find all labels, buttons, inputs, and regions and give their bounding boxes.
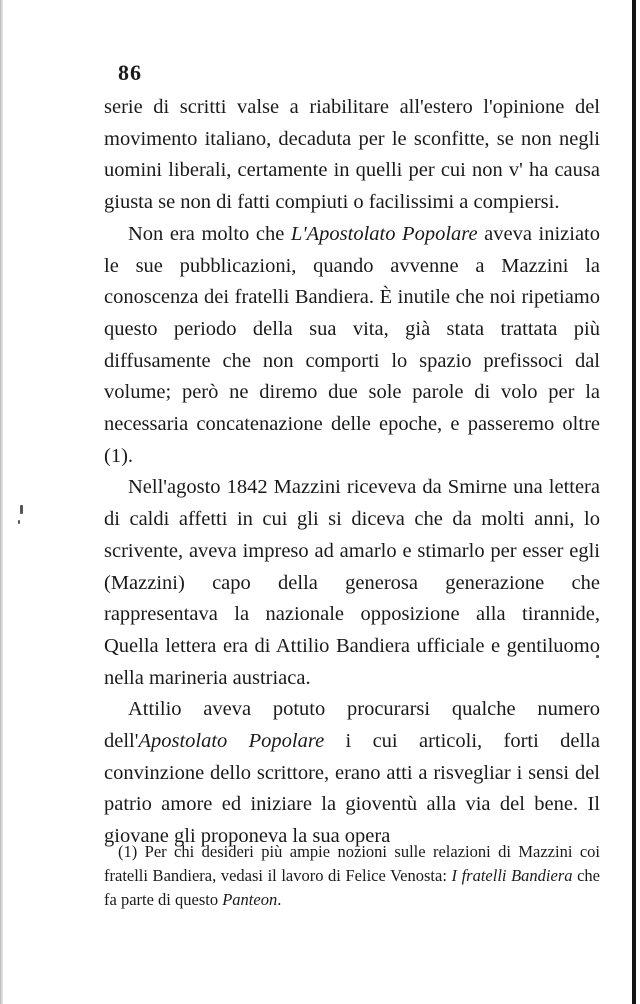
body-text bbox=[104, 92, 600, 853]
paragraph-3-text: Nell'agosto 1842 Mazzini riceveva da Smirne una lettera di caldi affetti in cui gli si diceva che da molti anni, lo scrivente, aveva impreso ad amarlo e stimarlo per esser egli (Mazzini) capo della generosa generazione che rappresentava la nazionale opposizione alla tirannide, Quella lettera era di Attilio Bandiera ufficiale e gentiluomo nella marineria austriaca. bbox=[104, 476, 600, 689]
paragraph-1-text: serie di scritti valse a riabilitare all'estero l'opinione del movimento italiano, decaduta per le sconfitte, se non negli uomini liberali, certamente in quelli per cui non v' ha causa giusta se non di fatti compiuti o facilissimi a compiersi. bbox=[104, 96, 600, 214]
paragraph-4-text-a: Attilio aveva potuto procurarsi qualche numero dell' bbox=[104, 698, 600, 753]
paragraph-1 bbox=[104, 92, 600, 219]
book-page bbox=[104, 60, 600, 909]
page-number: 86 bbox=[118, 60, 142, 85]
footnote-title-panteon: Panteon bbox=[222, 890, 278, 909]
title-apostolato-popolare: L'Apostolato Popolare bbox=[290, 222, 478, 245]
scan-speck bbox=[20, 505, 23, 514]
footnote bbox=[104, 840, 600, 912]
page-right-edge-border bbox=[632, 0, 636, 1004]
footnote-title-fratelli-bandiera: I fratelli Bandiera bbox=[451, 866, 573, 885]
paragraph-3 bbox=[104, 472, 600, 694]
paragraph-2-text-b: aveva iniziato le sue pubblicazioni, quando avvenne a Mazzini la conoscenza dei fratelli Bandiera. È inutile che noi ripetiamo questo periodo della sua vita, già stata trattata più diffusamente che non comporti lo spazio prefissoci dal volume; però ne diremo due sole parole di volo per la necessaria concatenazione delle epoche, e passeremo oltre (1). bbox=[104, 222, 600, 467]
footnote-text-c: . bbox=[277, 890, 282, 909]
paragraph-2 bbox=[104, 219, 600, 473]
paragraph-4-text-b: i cui articoli, forti della convinzione dello scrittore, erano atti a risvegliar i sensi del patrio amore ed iniziare la gioventù alla via del bene. Il giovane gli proponeva la sua opera bbox=[104, 730, 600, 848]
scan-speck bbox=[18, 520, 20, 524]
title-apostolato-popolare-2: Apostolato Popolare bbox=[138, 730, 325, 753]
footnote-text-a: (1) Per chi desideri più ampie nozioni sulle relazioni di Mazzini coi fratelli Bandiera, vedasi il lavoro di Felice Venosta: bbox=[104, 842, 600, 885]
paragraph-2-text-a: Non era molto che bbox=[128, 222, 291, 245]
footnote-text-b: che fa parte di questo bbox=[104, 866, 600, 909]
footnote-1 bbox=[104, 840, 600, 912]
paragraph-4 bbox=[104, 694, 600, 853]
page-left-edge-shadow bbox=[0, 0, 3, 1004]
